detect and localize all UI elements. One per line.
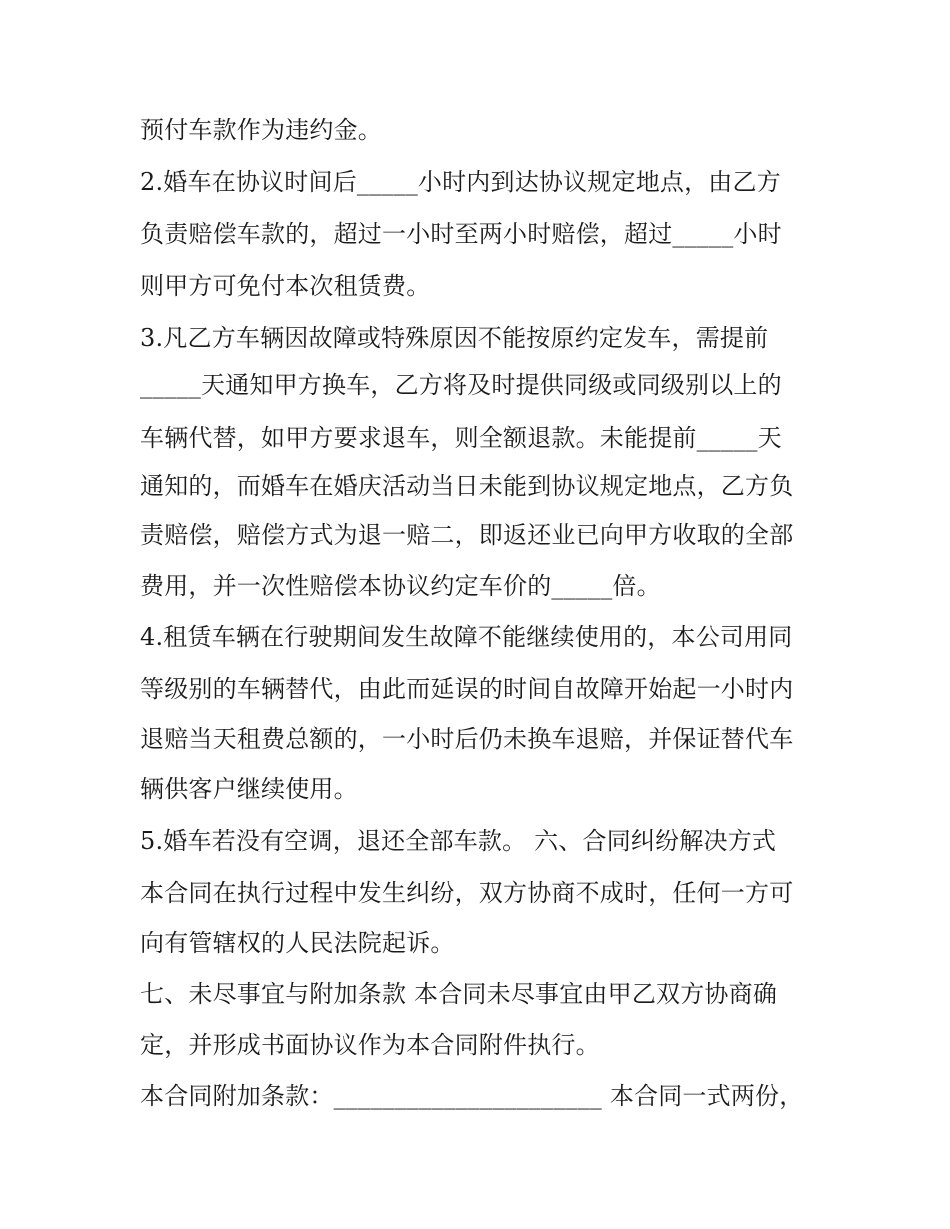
text-line: 本合同附加条款：______________________ 本合同一式两份，: [140, 1082, 804, 1110]
text-line: 3.凡乙方车辆因故障或特殊原因不能按原约定发车，需提前: [140, 324, 769, 352]
text-line: 则甲方可免付本次租赁费。: [140, 272, 431, 300]
text-line: 费用，并一次性赔偿本协议约定车价的_____倍。: [140, 572, 661, 600]
text-line: 责赔偿，赔偿方式为退一赔二，即返还业已向甲方收取的全部: [140, 521, 794, 549]
text-line: 2.婚车在协议时间后_____小时内到达协议规定地点，由乙方: [140, 168, 781, 196]
text-line: 负责赔偿车款的，超过一小时至两小时赔偿，超过_____小时: [140, 220, 782, 248]
text-line: 4.租赁车辆在行驶期间发生故障不能继续使用的，本公司用同: [140, 623, 793, 651]
text-line: 车辆代替，如甲方要求退车，则全额退款。未能提前_____天: [140, 424, 782, 452]
text-line: 七、未尽事宜与附加条款 本合同未尽事宜由甲乙双方协商确: [140, 980, 778, 1008]
text-line: 本合同在执行过程中发生纠纷，双方协商不成时，任何一方可: [140, 879, 794, 907]
text-line: 退赔当天租费总额的，一小时后仍未换车退赔，并保证替代车: [140, 725, 794, 753]
text-line: _____天通知甲方换车，乙方将及时提供同级或同级别以上的: [140, 371, 782, 399]
text-line: 向有管辖权的人民法院起诉。: [140, 929, 455, 957]
text-line: 辆供客户继续使用。: [140, 775, 358, 803]
text-line: 等级别的车辆替代，由此而延误的时间自故障开始起一小时内: [140, 675, 794, 703]
text-line: 定，并形成书面协议作为本合同附件执行。: [140, 1031, 600, 1059]
text-line: 5.婚车若没有空调，退还全部车款。 六、合同纠纷解决方式: [140, 827, 777, 855]
text-line: 通知的，而婚车在婚庆活动当日未能到协议规定地点，乙方负: [140, 472, 794, 500]
text-line: 预付车款作为违约金。: [140, 116, 382, 144]
